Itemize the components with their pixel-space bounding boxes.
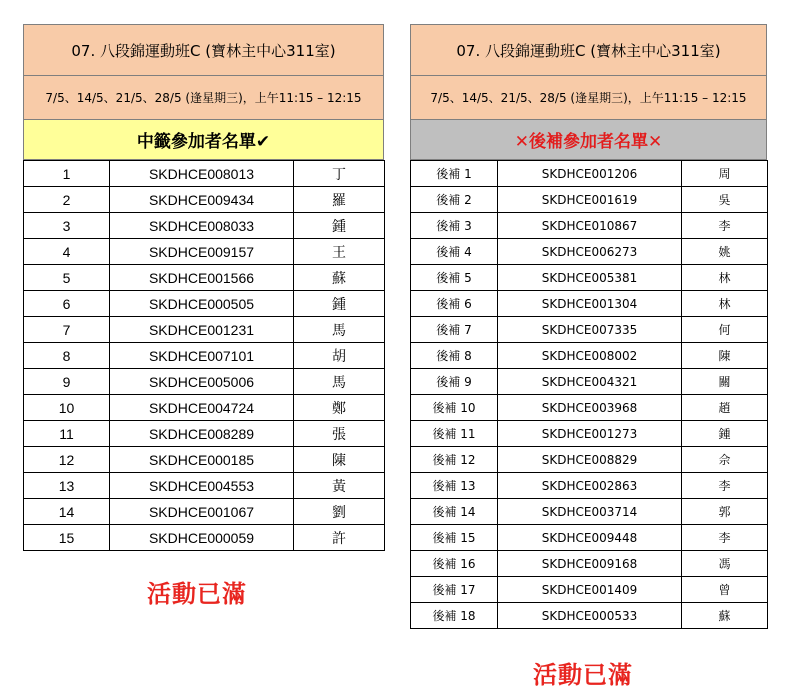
row-number: 後補 17 xyxy=(411,577,498,603)
member-code: SKDHCE009448 xyxy=(498,525,682,551)
member-surname: 姚 xyxy=(682,239,768,265)
row-number: 12 xyxy=(24,447,110,473)
member-surname: 丁 xyxy=(294,161,385,187)
member-surname: 佘 xyxy=(682,447,768,473)
table-row xyxy=(411,499,768,525)
member-surname: 王 xyxy=(294,239,385,265)
member-code: SKDHCE001619 xyxy=(498,187,682,213)
table-row xyxy=(411,577,768,603)
table-row xyxy=(411,447,768,473)
row-number: 9 xyxy=(24,369,110,395)
member-code: SKDHCE005006 xyxy=(110,369,294,395)
table-row xyxy=(24,525,385,551)
class-title: 07. 八段錦運動班C (寶林主中心311室) xyxy=(23,24,384,75)
row-number: 後補 18 xyxy=(411,603,498,629)
member-code: SKDHCE000059 xyxy=(110,525,294,551)
table-row xyxy=(24,291,385,317)
row-number: 2 xyxy=(24,187,110,213)
winners-panel xyxy=(23,24,384,551)
row-number: 後補 9 xyxy=(411,369,498,395)
member-code: SKDHCE008033 xyxy=(110,213,294,239)
row-number: 後補 16 xyxy=(411,551,498,577)
member-surname: 馬 xyxy=(294,317,385,343)
row-number: 1 xyxy=(24,161,110,187)
member-surname: 周 xyxy=(682,161,768,187)
table-row xyxy=(411,317,768,343)
table-row xyxy=(411,369,768,395)
row-number: 後補 13 xyxy=(411,473,498,499)
row-number: 後補 6 xyxy=(411,291,498,317)
member-surname: 趙 xyxy=(682,395,768,421)
member-surname: 關 xyxy=(682,369,768,395)
row-number: 5 xyxy=(24,265,110,291)
class-full-notice: 活動已滿 xyxy=(533,661,633,689)
row-number: 10 xyxy=(24,395,110,421)
member-code: SKDHCE008013 xyxy=(110,161,294,187)
row-number: 8 xyxy=(24,343,110,369)
table-row xyxy=(411,161,768,187)
member-code: SKDHCE006273 xyxy=(498,239,682,265)
table-row xyxy=(411,603,768,629)
member-code: SKDHCE009157 xyxy=(110,239,294,265)
member-surname: 林 xyxy=(682,265,768,291)
winners-list-heading: 中籤參加者名單✔ xyxy=(23,119,384,160)
member-surname: 鍾 xyxy=(294,213,385,239)
member-code: SKDHCE005381 xyxy=(498,265,682,291)
row-number: 後補 11 xyxy=(411,421,498,447)
table-row xyxy=(24,499,385,525)
row-number: 14 xyxy=(24,499,110,525)
row-number: 後補 14 xyxy=(411,499,498,525)
row-number: 後補 3 xyxy=(411,213,498,239)
member-surname: 羅 xyxy=(294,187,385,213)
row-number: 4 xyxy=(24,239,110,265)
row-number: 後補 2 xyxy=(411,187,498,213)
member-code: SKDHCE003714 xyxy=(498,499,682,525)
table-row xyxy=(24,317,385,343)
table-row xyxy=(411,343,768,369)
member-code: SKDHCE002863 xyxy=(498,473,682,499)
table-row xyxy=(24,369,385,395)
row-number: 後補 1 xyxy=(411,161,498,187)
table-row xyxy=(24,447,385,473)
row-number: 後補 10 xyxy=(411,395,498,421)
member-surname: 陳 xyxy=(682,343,768,369)
member-code: SKDHCE001273 xyxy=(498,421,682,447)
table-row xyxy=(24,187,385,213)
row-number: 後補 7 xyxy=(411,317,498,343)
table-row xyxy=(411,551,768,577)
class-schedule: 7/5、14/5、21/5、28/5 (逢星期三)，上午11:15 – 12:15 xyxy=(23,75,384,119)
table-row xyxy=(24,161,385,187)
member-surname: 李 xyxy=(682,213,768,239)
table-row xyxy=(24,239,385,265)
table-row xyxy=(411,291,768,317)
member-code: SKDHCE008289 xyxy=(110,421,294,447)
member-surname: 馮 xyxy=(682,551,768,577)
member-surname: 胡 xyxy=(294,343,385,369)
row-number: 後補 15 xyxy=(411,525,498,551)
member-code: SKDHCE001304 xyxy=(498,291,682,317)
member-surname: 馬 xyxy=(294,369,385,395)
class-schedule: 7/5、14/5、21/5、28/5 (逢星期三)，上午11:15 – 12:15 xyxy=(410,75,767,119)
member-code: SKDHCE001409 xyxy=(498,577,682,603)
member-surname: 李 xyxy=(682,525,768,551)
member-code: SKDHCE001206 xyxy=(498,161,682,187)
row-number: 3 xyxy=(24,213,110,239)
table-row xyxy=(411,525,768,551)
member-code: SKDHCE004321 xyxy=(498,369,682,395)
row-number: 7 xyxy=(24,317,110,343)
class-full-notice: 活動已滿 xyxy=(147,580,247,608)
table-row xyxy=(24,265,385,291)
row-number: 後補 5 xyxy=(411,265,498,291)
member-code: SKDHCE004553 xyxy=(110,473,294,499)
member-surname: 鍾 xyxy=(294,291,385,317)
table-row xyxy=(24,473,385,499)
member-surname: 李 xyxy=(682,473,768,499)
table-row xyxy=(411,187,768,213)
member-surname: 蘇 xyxy=(682,603,768,629)
table-row xyxy=(24,395,385,421)
waitlist-table xyxy=(410,160,768,629)
member-code: SKDHCE001566 xyxy=(110,265,294,291)
table-row xyxy=(411,213,768,239)
member-code: SKDHCE009168 xyxy=(498,551,682,577)
row-number: 6 xyxy=(24,291,110,317)
member-surname: 黃 xyxy=(294,473,385,499)
member-code: SKDHCE001067 xyxy=(110,499,294,525)
member-code: SKDHCE007101 xyxy=(110,343,294,369)
member-code: SKDHCE000505 xyxy=(110,291,294,317)
member-surname: 張 xyxy=(294,421,385,447)
row-number: 後補 8 xyxy=(411,343,498,369)
member-surname: 劉 xyxy=(294,499,385,525)
member-code: SKDHCE008002 xyxy=(498,343,682,369)
table-row xyxy=(24,343,385,369)
member-surname: 吳 xyxy=(682,187,768,213)
member-surname: 林 xyxy=(682,291,768,317)
table-row xyxy=(411,265,768,291)
member-code: SKDHCE007335 xyxy=(498,317,682,343)
member-surname: 何 xyxy=(682,317,768,343)
member-code: SKDHCE003968 xyxy=(498,395,682,421)
row-number: 11 xyxy=(24,421,110,447)
member-code: SKDHCE000185 xyxy=(110,447,294,473)
member-surname: 許 xyxy=(294,525,385,551)
member-surname: 曾 xyxy=(682,577,768,603)
member-code: SKDHCE000533 xyxy=(498,603,682,629)
table-row xyxy=(411,473,768,499)
member-code: SKDHCE001231 xyxy=(110,317,294,343)
row-number: 後補 12 xyxy=(411,447,498,473)
table-row xyxy=(24,421,385,447)
member-surname: 鍾 xyxy=(682,421,768,447)
member-surname: 郭 xyxy=(682,499,768,525)
member-code: SKDHCE008829 xyxy=(498,447,682,473)
table-row xyxy=(411,421,768,447)
waitlist-panel xyxy=(410,24,767,629)
member-surname: 陳 xyxy=(294,447,385,473)
member-surname: 鄭 xyxy=(294,395,385,421)
member-code: SKDHCE010867 xyxy=(498,213,682,239)
member-code: SKDHCE009434 xyxy=(110,187,294,213)
winners-table xyxy=(23,160,385,551)
table-row xyxy=(24,213,385,239)
table-row xyxy=(411,239,768,265)
class-title: 07. 八段錦運動班C (寶林主中心311室) xyxy=(410,24,767,75)
waitlist-heading: ✕後補參加者名單✕ xyxy=(410,119,767,160)
row-number: 15 xyxy=(24,525,110,551)
row-number: 13 xyxy=(24,473,110,499)
table-row xyxy=(411,395,768,421)
row-number: 後補 4 xyxy=(411,239,498,265)
member-surname: 蘇 xyxy=(294,265,385,291)
member-code: SKDHCE004724 xyxy=(110,395,294,421)
